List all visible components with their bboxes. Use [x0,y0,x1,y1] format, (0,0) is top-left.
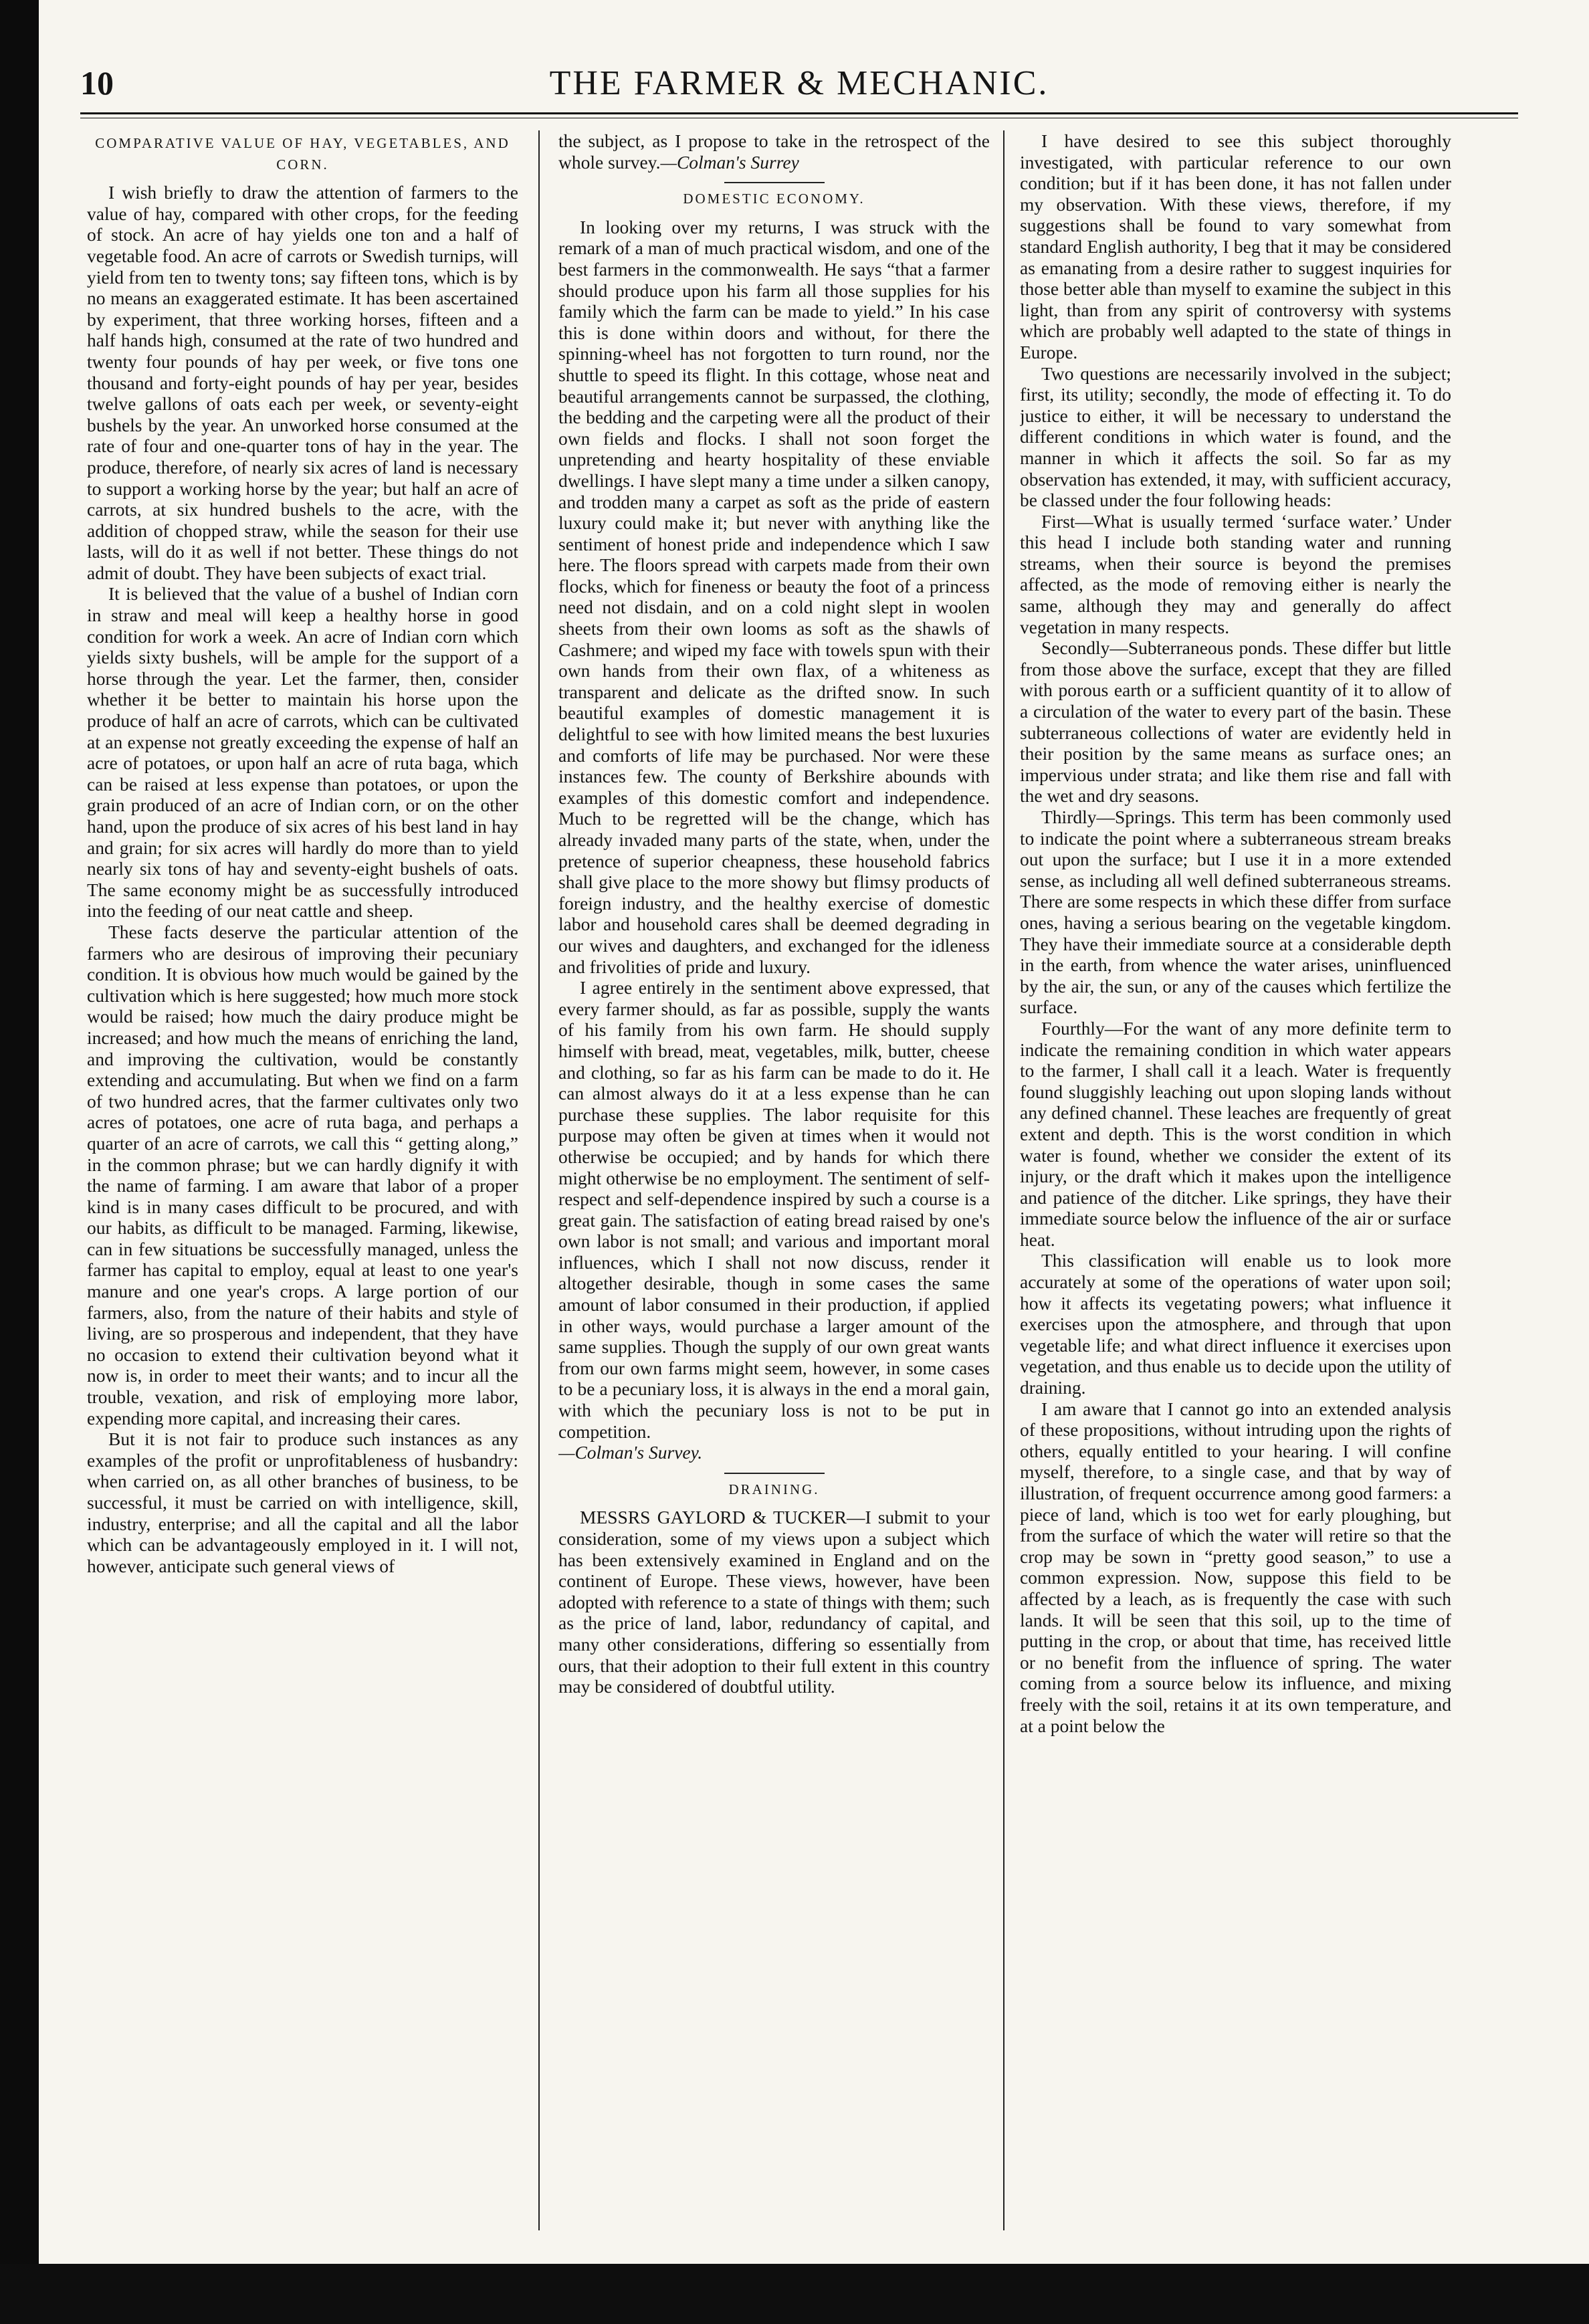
article-paragraph: MESSRS GAYLORD & TUCKER—I submit to your consideration, some of my views upon a subject which has been extensively examined in England and on the continent of Europe. These views, however, have been adopted with reference to a state of things with them; such as the price of land, labor, redundancy of capital, and many other considerations, differing so essentially from ours, that their adoption to their full extent in this country may be considered of doubtful utility. [558,1507,990,1697]
continued-byline: —Colman's Surrey [660,151,799,173]
article-paragraph: Thirdly—Springs. This term has been commonly used to indicate the point where a subterraneous stream breaks out upon the surface; but I use it in a more extended sense, as including all well defined subterraneous streams. There are some respects in which these differ from surface ones, having a serious bearing on the vegetable kingdom. They have their immediate source at a considerable depth in the earth, from whence the water arises, uninfluenced by the air, the sun, or any of the causes which fertilize the surface. [1020,807,1451,1018]
article-paragraph: Two questions are necessarily involved in the subject; first, its utility; secondly, the mode of effecting it. To do justice to either, it will be necessary to understand the different conditions in which water is found, and the manner in which it affects the soil. So far as my observation has extended, it may, with sufficient accuracy, be classed under the four following heads: [1020,362,1451,511]
article-paragraph: Secondly—Subterraneous ponds. These differ but little from those above the surface, except that they are filled with porous earth or a sufficient quantity of it to allow of a circulation of the water to every part of the basin. These subterraneous collections of water are evidently held in their position by the same means as surface ones; an impervious under strata; and like them rise and fall with the wet and dry seasons. [1020,637,1451,807]
article-heading-domestic-economy: DOMESTIC ECONOMY. [683,191,865,207]
header-rule-thick [80,112,1518,114]
article-paragraph: I wish briefly to draw the attention of farmers to the value of hay, compared with other crops, for the feeding of stock. An acre of hay yields one ton and a half of vegetable food. An acre of carrots or Swedish turnips, will yield from ten to twenty tons; say fifteen tons, which is by no means an exaggerated estimate. It has been ascertained by experiment, that three working horses, fifteen and a half hands high, consumed at the rate of two hundred and twenty four pounds of hay per week, or five tons one thousand and forty-eight pounds of hay per year, besides twelve gallons of oats each per week, or seventy-eight bushels by the year. An unworked horse consumed at the rate of four and one-quarter tons of hay in the year. The produce, therefore, of nearly six acres of land is necessary to support a working horse by the year; but half an acre of carrots, at six hundred bushels to the acre, with the addition of chopped straw, while the season for their use lasts, will do it as well if not better. These things do not admit of doubt. They have been subjects of exact trial. [87,182,518,583]
article-paragraph: I have desired to see this subject thoroughly investigated, with particular reference to our own condition; but if it has been done, it has not fallen under my observation. With these views, therefore, if my suggestions shall be found to vary somewhat from standard English authority, I beg that it may be considered as emanating from a desire rather to suggest inquiries for those better able than myself to examine the subject in this light, than from any spirit of controversy with systems which are probably well adapted to the state of things in Europe. [1020,130,1451,362]
masthead-title: THE FARMER & MECHANIC. [549,64,1049,102]
article-paragraph: Fourthly—For the want of any more definite term to indicate the remaining condition in which water appears to the farmer, I shall call it a leach. Water is frequently found sluggishly leaching out upon sloping lands without any defined channel. These leaches are frequently of great extent and depth. This is the worst condition in which water is found, whether we consider the extent of its injury, or the draft which it makes upon the intelligence and patience of the ditcher. Like springs, they have their immediate source below the influence of the air or surface heat. [1020,1017,1451,1250]
article-paragraph: These facts deserve the particular attention of the farmers who are desirous of improving their pecuniary condition. It is obvious how much would be gained by the cultivation which is here suggested; how much more stock would be raised; how much the dairy produce might be increased; and how much the means of enriching the land, and improving the cultivation, would be constantly extending and accumulating. But when we find on a farm of two hundred acres, that the farmer cultivates only two acres of potatoes, one acre of ruta baga, and perhaps a quarter of an acre of carrots, we call this “ getting along,” in the common phrase; but we can hardly dignify it with the name of farming. I am aware that labor of a proper kind is in many cases difficult to be procured, and with our habits, as difficult to be managed. Farming, likewise, can in few situations be successfully managed, unless the farmer has capital to employ, equal at least to one year's manure and one year's crops. A large portion of our farmers, also, from the nature of their habits and style of living, are so prosperous and independent, that they have no occasion to extend their cultivation beyond what it now is, in order to meet their wants; and to incur all the trouble, vexation, and risk of employing more labor, expending more capital, and increasing their cares. [87,921,518,1429]
section-rule [724,1473,825,1474]
article-paragraph: In looking over my returns, I was struck with the remark of a man of much practical wisdom, and one of the best farmers in the commonwealth. He says “that a farmer should produce upon his farm all those supplies for his family which the farm can be made to yield.” In his case this is done within doors and without, for there the spinning-wheel has not forgotten to turn round, nor the shuttle to speed its flight. In this cottage, whose neat and beautiful arrangements cannot be surpassed, the clothing, the bedding and the carpeting were all the product of their own fields and flocks. I shall not soon forget the unpretending and hearty hospitality of these enviable dwellings. I have slept many a time under a silken canopy, and trodden many a carpet as soft as the pride of eastern luxury could make it; but never with anything like the sentiment of honest pride and independence which I saw here. The floors spread with carpets made from their own flocks, which for fineness or beauty the foot of a princess need not disdain, and on a cold night slept in woolen sheets from their own looms as soft as the shawls of Cashmere; and wiped my face with towels spun with their own hands from their own flax, of a whiteness as transparent and delicate as the drifted snow. In such beautiful examples of domestic management it is delightful to see with how limited means the best luxuries and comforts of life may be purchased. Nor were these instances few. The county of Berkshire abounds with examples of this domestic comfort and independence. Much to be regretted will be the change, which has already invaded many parts of the state, when, under the pretence of superior cheapness, these household fabrics shall give place to the more showy but flimsy products of foreign industry, and the healthy exercise of domestic labor and household cares shall be deemed degrading in our wives and daughters, and exchanged for the idleness and frivolities of pride and luxury. [558,216,990,977]
article-paragraph: I am aware that I cannot go into an extended analysis of these propositions, without intruding upon the rights of others, equally entitled to your hearing. I will confine myself, therefore, to a single case, and that by way of illustration, of frequent occurrence among good farmers: a piece of land, which is too wet for early ploughing, but from the surface of which the water will retire so that the crop may be sown in “pretty good season,” to use a common expression. Now, suppose this field to be affected by a leach, as is frequently the case with such lands. It will be seen that this soil, up to the time of putting in the crop, or about that time, has received little or no benefit from the influence of spring. The water coming from a source below its influence, and mixing freely with the soil, retains it at its own temperature, and at a point below the [1020,1398,1451,1736]
article-paragraph: It is believed that the value of a bushel of Indian corn in straw and meal will keep a healthy horse in good condition for work a week. An acre of Indian corn which yields sixty bushels, will be ample for the support of a horse through the year. Let the farmer, then, consider whether it be better to maintain his horse upon the produce of half an acre of carrots, which can be cultivated at an expense not greatly exceeding the expense of half an acre of potatoes, or upon half an acre of ruta baga, which can be raised at less expense than potatoes, or upon the grain produced of an acre of Indian corn, or on the other hand, upon the produce of six acres of his best land in hay and grain; for six acres will hardly do more than to yield nearly six tons of hay and seventy-eight bushels of oats. The same economy might be as successfully introduced into the feeding of our neat cattle and sheep. [87,583,518,922]
column-divider-2 [1003,130,1004,2230]
continued-paragraph [558,130,990,173]
article-paragraph: This classification will enable us to look more accurately at some of the operations of water upon soil; how it affects its vegetating powers; what influence it exercises upon the atmosphere, and through that upon vegetable life; and what direct influence it exercises upon vegetation, and thus enable us to decide upon the utility of draining. [1020,1250,1451,1398]
page-number: 10 [80,64,114,102]
scan-edge-left [0,0,39,2324]
article-heading-comparative-value: COMPARATIVE VALUE OF HAY, VEGETABLES, AND CORN. [95,135,510,173]
article-paragraph: First—What is usually termed ‘surface water.’ Under this head I include both standing water and running streams, when their source is beyond the premises affected, as the mode of removing either is nearly the same, although they may and generally do affect vegetation in many respects. [1020,510,1451,637]
article-paragraph: I agree entirely in the sentiment above expressed, that every farmer should, as far as possible, supply the wants of his family from his own farm. He should supply himself with bread, meat, vegetables, milk, butter, cheese and clothing, so far as his farm can be made to do it. He can almost always do it at a less expense than he can purchase these supplies. The labor requisite for this purpose may often be given at times when it would not otherwise be occupied; and by hands for which there might otherwise be no employment. The sentiment of self-respect and self-dependence inspired by such a course is a great gain. The satisfaction of eating bread raised by one's own labor is not small; and various and important moral influences, which I shall not now discuss, render it altogether desirable, though in some cases the same amount of labor consumed in their production, if applied in other ways, would purchase a larger amount of the same supplies. Though the supply of our own great wants from our own farms might seem, however, in some cases to be a pecuniary loss, it is always in the end a moral gain, with which the pecuniary loss is not to be put in competition. [558,977,990,1442]
page-header [80,64,1518,110]
column-1 [87,130,518,2230]
article-byline: —Colman's Survey. [558,1442,703,1463]
column-3 [1020,130,1451,2230]
scan-edge-bottom [0,2264,1589,2324]
column-2 [558,130,990,2230]
article-paragraph: But it is not fair to produce such instances as any examples of the profit or unprofitableness of husbandry: when carried on, as all other branches of business, to be successful, it must be carried on with intelligence, skill, industry, enterprise; and all the capital and all the labor which can be advantageously employed in it. I will not, however, anticipate such general views of [87,1429,518,1576]
continued-text: the subject, as I propose to take in the retrospect of the whole survey. [558,130,990,173]
article-heading-draining: DRAINING. [728,1481,820,1497]
column-divider-1 [538,130,540,2230]
section-rule [724,182,825,183]
